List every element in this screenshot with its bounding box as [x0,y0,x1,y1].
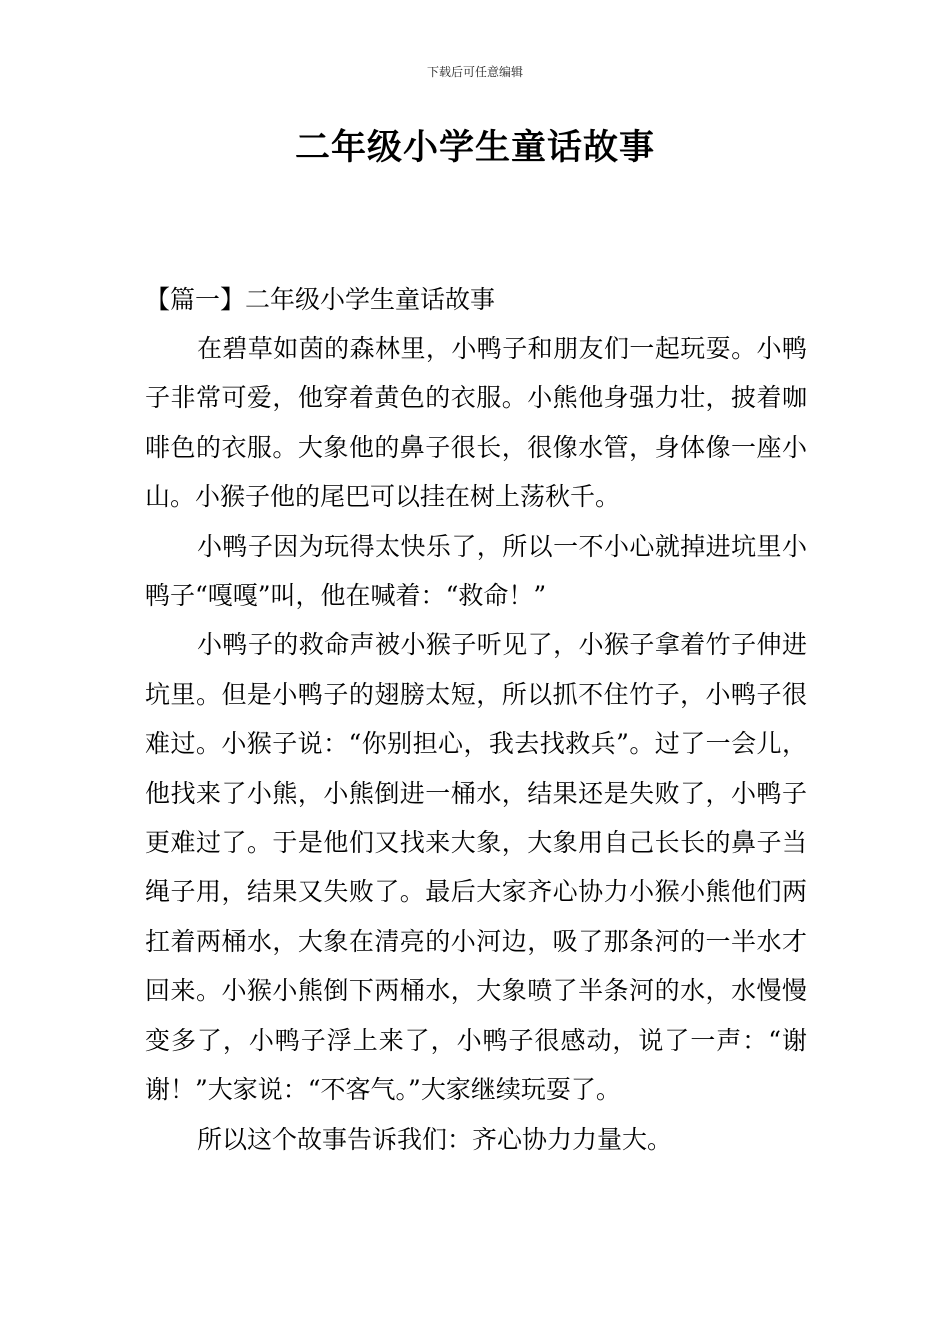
paragraph-1: 在碧草如茵的森林里，小鸭子和朋友们一起玩耍。小鸭子非常可爱，他穿着黄色的衣服。小熊他身强力壮，披着咖啡色的衣服。大象他的鼻子很长，很像水管，身体像一座小山。小猴子他的尾巴可以挂在树上荡秋千。 [145,334,807,512]
header-note: 下载后可任意编辑 [426,65,523,79]
section-heading: 【篇一】二年级小学生童话故事 [145,285,496,314]
paragraph-2: 小鸭子因为玩得太快乐了，所以一不小心就掉进坑里小鸭子“嘎嘎”叫，他在喊着：“救命！” [145,531,807,611]
document-body [145,276,807,1164]
paragraph-3: 小鸭子的救命声被小猴子听见了，小猴子拿着竹子伸进坑里。但是小鸭子的翅膀太短，所以抓不住竹子，小鸭子很难过。小猴子说：“你别担心，我去找救兵”。过了一会儿，他找来了小熊，小熊倒进一桶水，结果还是失败了，小鸭子更难过了。于是他们又找来大象，大象用自己长长的鼻子当绳子用，结果又失败了。最后大家齐心协力小猴小熊他们两扛着两桶水，大象在清亮的小河边，吸了那条河的一半水才回来。小猴小熊倒下两桶水，大象喷了半条河的水，水慢慢变多了，小鸭子浮上来了，小鸭子很感动，说了一声：“谢谢！”大家说：“不客气。”大家继续玩耍了。 [145,630,807,1105]
paragraph-4: 所以这个故事告诉我们：齐心协力力量大。 [197,1124,673,1154]
document-title: 二年级小学生童话故事 [294,128,655,168]
